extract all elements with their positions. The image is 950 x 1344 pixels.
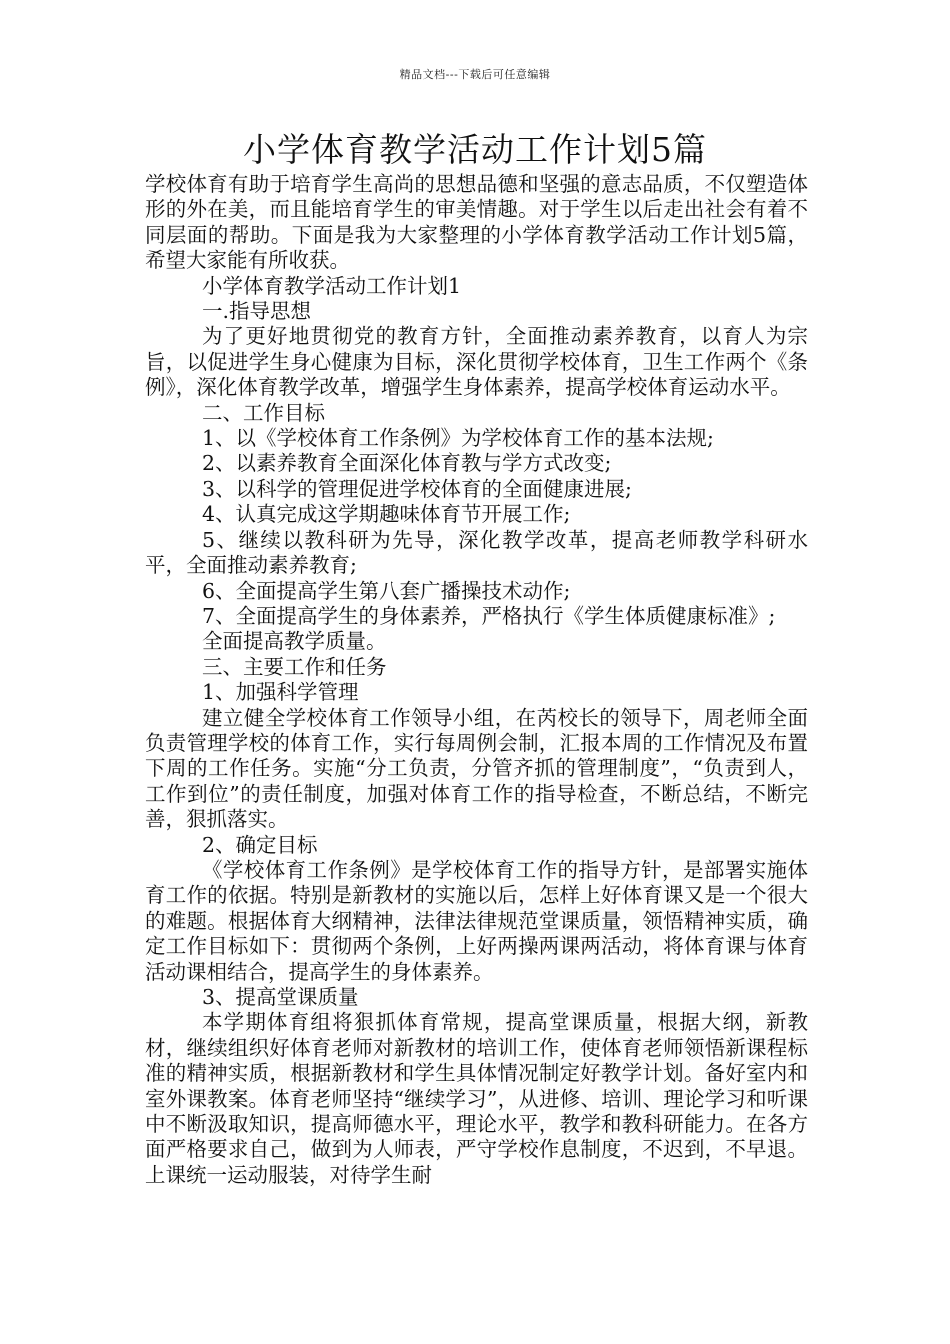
section-title: 小学体育教学活动工作计划1 xyxy=(202,273,462,298)
document-title: 小学体育教学活动工作计划5篇 xyxy=(243,130,707,169)
heading-guiding-thought: 一.指导思想 xyxy=(202,299,312,324)
subheading: 1、加强科学管理 xyxy=(202,680,359,705)
paragraph: 为了更好地贯彻党的教育方针，全面推动素养教育，以育人为宗旨，以促进学生身心健康为目标，深化贯彻学校体育，卫生工作两个《条例》，深化体育教学改革，增强学生身体素养，提高学校体育运动水平。 xyxy=(145,324,808,400)
paragraph: 本学期体育组将狠抓体育常规，提高堂课质量，根据大纲，新教材，继续组织好体育老师对新教材的培训工作，使体育老师领悟新课程标准的精神实质，根据新教材和学生具体情况制定好教学计划。备好室内和室外课教案。体育老师坚持“继续学习”，从进修、培训、理论学习和听课中不断汲取知识，提高师德水平，理论水平，教学和教科研能力。在各方面严格要求自己，做到为人师表，严守学校作息制度，不迟到，不早退。上课统一运动服装，对待学生耐 xyxy=(145,1010,808,1187)
subheading: 3、提高堂课质量 xyxy=(202,985,359,1009)
paragraph: 建立健全学校体育工作领导小组，在芮校长的领导下，周老师全面负责管理学校的体育工作，实行每周例会制，汇报本周的工作情况及布置下周的工作任务。实施“分工负责，分管齐抓的管理制度”，“负责到人，工作到位”的责任制度，加强对体育工作的指导检查，不断总结，不断完善，狠抓落实。 xyxy=(145,705,808,832)
list-item: 3、以科学的管理促进学校体育的全面健康进展; xyxy=(202,476,632,501)
heading-work-goals: 二、工作目标 xyxy=(202,400,325,425)
list-item: 2、以素养教育全面深化体育教与学方式改变; xyxy=(202,451,612,476)
list-item: 6、全面提高学生第八套广播操技术动作; xyxy=(202,578,571,603)
intro-paragraph: 学校体育有助于培育学生高尚的思想品德和坚强的意志品质，不仅塑造体形的外在美，而且能培育学生的审美情趣。对于学生以后走出社会有着不同层面的帮助。下面是我为大家整理的小学体育教学活动工作计划5篇，希望大家能有所收获。 xyxy=(145,172,808,273)
paragraph: 全面提高教学质量。 xyxy=(202,629,387,654)
paragraph: 《学校体育工作条例》是学校体育工作的指导方针，是部署实施体育工作的依据。特别是新教材的实施以后，怎样上好体育课又是一个很大的难题。根据体育大纲精神，法律法律规范堂课质量，领悟精神实质，确定工作目标如下：贯彻两个条例，上好两操两课两活动，将体育课与体育活动课相结合，提高学生的身体素养。 xyxy=(145,857,808,984)
list-item: 5、继续以教科研为先导，深化教学改革，提高老师教学科研水平，全面推动素养教育; xyxy=(145,527,808,578)
subheading: 2、确定目标 xyxy=(202,832,318,857)
document-body xyxy=(145,172,808,1188)
header-note: 精品文档---下载后可任意编辑 xyxy=(399,68,551,81)
list-item: 7、全面提高学生的身体素养，严格执行《学生体质健康标准》; xyxy=(202,603,776,628)
list-item: 4、认真完成这学期趣味体育节开展工作; xyxy=(202,502,571,527)
heading-main-tasks: 三、主要工作和任务 xyxy=(202,654,387,679)
list-item: 1、以《学校体育工作条例》为学校体育工作的基本法规; xyxy=(202,426,714,451)
